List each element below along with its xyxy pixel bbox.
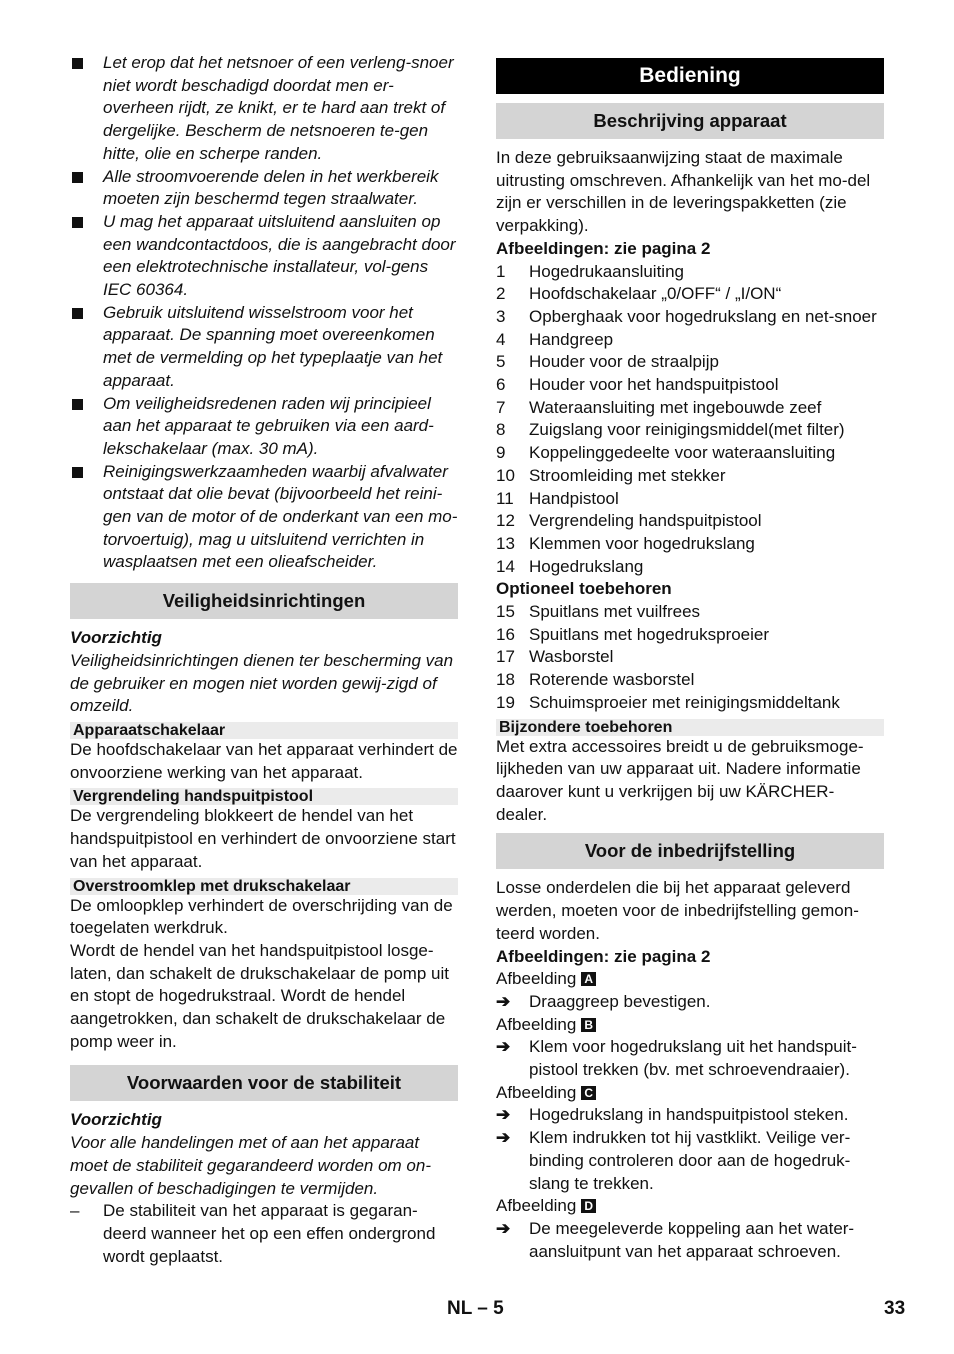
figure-letter-badge: A (581, 972, 596, 986)
item-number: 10 (496, 465, 515, 485)
square-bullet-icon (72, 467, 83, 478)
figure-letter-badge: D (581, 1199, 596, 1213)
item-number: 19 (496, 692, 515, 712)
item-text: Hogedrukaansluiting (529, 261, 684, 281)
caution-label: Voorzichtig (70, 1110, 162, 1130)
section-heading-stabiliteit: Voorwaarden voor de stabiliteit (70, 1065, 458, 1101)
numbered-item (496, 465, 884, 488)
bullet-text: Gebruik uitsluitend wisselstroom voor het apparaat. De spanning moet overeenkomen met de vermelding op het typeplaatje van het apparaat. (103, 302, 443, 390)
numbered-item (496, 442, 884, 465)
numbered-item (496, 374, 884, 397)
item-text: Wateraansluiting met ingebouwde zeef (529, 397, 822, 417)
section-heading-veiligheidsinrichtingen: Veiligheidsinrichtingen (70, 583, 458, 619)
arrow-icon: ➔ (496, 1105, 511, 1125)
item-number: 13 (496, 533, 515, 553)
item-text: Handgreep (529, 329, 614, 349)
item-text: Spuitlans met vuilfrees (529, 602, 701, 622)
bullet-item (70, 166, 458, 211)
item-number: 8 (496, 420, 506, 440)
paragraph: De omloopklep verhindert de overschrijding van de toegelaten werkdruk. (70, 895, 453, 938)
item-number: 4 (496, 329, 506, 349)
step-item: ➔ Draaggreep bevestigen. (496, 991, 884, 1014)
dash-list-item (70, 1200, 458, 1268)
numbered-item (496, 351, 884, 374)
numbered-item (496, 397, 884, 420)
paragraph: De vergrendeling blokkeert de hendel van het handspuitpistool en verhindert de onvoorziene start van het apparaat. (70, 806, 456, 871)
numbered-item (496, 419, 884, 442)
numbered-item (496, 329, 884, 352)
numbered-item (496, 624, 884, 647)
numbered-item (496, 261, 884, 284)
square-bullet-icon (72, 308, 83, 319)
figures-label: Afbeeldingen: zie pagina 2 (496, 946, 711, 966)
figure-ref-b: Afbeelding B (496, 1014, 884, 1037)
section-heading-beschrijving: Beschrijving apparaat (496, 103, 884, 139)
figure-ref-d: Afbeelding D (496, 1195, 884, 1218)
bullet-text: U mag het apparaat uitsluitend aansluiten op een wandcontactdoos, die is aangebracht door een elektrotechnische installateur, vol-gens IEC 60364. (103, 211, 456, 300)
footer-section-label: NL – 5 (447, 1298, 504, 1319)
square-bullet-icon (72, 172, 83, 183)
section-heading-inbedrijfstelling: Voor de inbedrijfstelling (496, 833, 884, 869)
bullet-item (70, 393, 458, 461)
numbered-item (496, 556, 884, 579)
bullet-item (70, 461, 458, 575)
item-text: Handpistool (529, 488, 619, 508)
paragraph: De hoofdschakelaar van het apparaat verhindert de onvoorziene werking van het apparaat. (70, 739, 458, 782)
figure-ref-c: Afbeelding C (496, 1082, 884, 1105)
item-text: Vergrendeling handspuitpistool (529, 511, 762, 531)
numbered-item (496, 283, 884, 306)
square-bullet-icon (72, 58, 83, 69)
item-text: Houder voor de straalpijp (529, 352, 719, 372)
figure-letter-badge: C (581, 1086, 596, 1100)
numbered-item (496, 669, 884, 692)
arrow-icon: ➔ (496, 991, 511, 1011)
numbered-item (496, 533, 884, 556)
main-heading-bediening: Bediening (496, 58, 884, 94)
paragraph: In deze gebruiksaanwijzing staat de maximale uitrusting omschreven. Afhankelijk van het mo-del zijn er verschillen in de leveringspakketten (zie verpakking). (496, 148, 871, 236)
safety-bullet-list (70, 52, 458, 574)
right-column (496, 52, 884, 1263)
item-number: 14 (496, 556, 515, 576)
numbered-item (496, 646, 884, 669)
item-text: Koppelinggedeelte voor wateraansluiting (529, 443, 836, 463)
paragraph: Met extra accessoires breidt u de gebruiksmoge-lijkheden van uw apparaat uit. Nadere informatie daarover kunt u verkrijgen bij uw KÄRCHER-dealer. (496, 736, 864, 824)
left-column (70, 52, 458, 1268)
numbered-item (496, 601, 884, 624)
numbered-item (496, 510, 884, 533)
optional-label: Optioneel toebehoren (496, 579, 672, 599)
item-text: Spuitlans met hogedruksproeier (529, 624, 770, 644)
dash-item-text: De stabiliteit van het apparaat is gegaran-deerd wanneer het op een effen ondergrond wordt geplaatst. (103, 1201, 436, 1266)
item-number: 9 (496, 443, 506, 463)
paragraph: Wordt de hendel van het handspuitpistool losge-laten, dan schakelt de drukschakelaar de pomp uit en stopt de hogedrukstraal. Wordt de hendel aangetrokken, dan schakelt de drukschakelaar de pomp weer in. (70, 940, 449, 1051)
step-item: ➔ De meegeleverde koppeling aan het water-aansluitpunt van het apparaat schroeven. (496, 1218, 855, 1261)
subheading-overstroomklep: Overstroomklep met drukschakelaar (70, 878, 458, 895)
item-text: Hoofdschakelaar „0/OFF“ / „I/ON“ (529, 284, 782, 304)
item-number: 2 (496, 284, 506, 304)
page-number: 33 (884, 1298, 906, 1319)
bullet-item (70, 211, 458, 302)
item-text: Wasborstel (529, 647, 614, 667)
parts-list (496, 261, 884, 579)
item-number: 18 (496, 670, 515, 690)
numbered-item (496, 488, 884, 511)
bullet-text: Om veiligheidsredenen raden wij principieel aan het apparaat te gebruiken via een aard-lekschakelaar (max. 30 mA). (103, 393, 434, 458)
optional-parts-list (496, 601, 884, 715)
bullet-item (70, 302, 458, 393)
item-text: Klemmen voor hogedrukslang (529, 533, 755, 553)
bullet-item (70, 52, 458, 166)
square-bullet-icon (72, 217, 83, 228)
paragraph: Losse onderdelen die bij het apparaat geleverd werden, moeten voor de inbedrijfstelling gemon-teerd worden. (496, 878, 859, 943)
item-text: Stroomleiding met stekker (529, 465, 726, 485)
item-number: 15 (496, 602, 515, 622)
item-number: 12 (496, 511, 515, 531)
item-number: 3 (496, 306, 506, 326)
arrow-icon: ➔ (496, 1218, 511, 1238)
bullet-text: Reinigingswerkzaamheden waarbij afvalwater ontstaat dat olie bevat (bijvoorbeeld het reini-gen van de motor of de onderkant van een mo-torvoertuig), mag u uitsluitend verrichten in wasplaatsen met een olieafscheider. (103, 461, 458, 572)
item-text: Zuigslang voor reinigingsmiddel(met filter) (529, 420, 845, 440)
caution-text: Veiligheidsinrichtingen dienen ter bescherming van de gebruiker en mogen niet worden gewij-zigd of omzeild. (70, 650, 454, 716)
square-bullet-icon (72, 399, 83, 410)
item-number: 1 (496, 261, 506, 281)
item-number: 5 (496, 352, 506, 372)
item-number: 16 (496, 624, 515, 644)
arrow-icon: ➔ (496, 1128, 511, 1148)
item-text: Schuimsproeier met reinigingsmiddeltank (529, 692, 840, 712)
item-number: 17 (496, 647, 515, 667)
caution-label: Voorzichtig (70, 628, 162, 648)
step-item: ➔ Klem voor hogedrukslang uit het handspuit-pistool trekken (bv. met schroevendraaier). (496, 1037, 857, 1080)
item-number: 11 (496, 488, 514, 508)
item-text: Houder voor het handspuitpistool (529, 375, 779, 395)
subheading-apparaatschakelaar: Apparaatschakelaar (70, 722, 458, 739)
figure-letter-badge: B (581, 1018, 596, 1032)
item-text: Hogedrukslang (529, 556, 644, 576)
subheading-vergrendeling: Vergrendeling handspuitpistool (70, 788, 458, 805)
step-item: ➔ Klem indrukken tot hij vastklikt. Veilige ver-binding controleren door aan de hogedruk-slang te trekken. (496, 1128, 851, 1193)
bullet-text: Alle stroomvoerende delen in het werkbereik moeten zijn beschermd tegen straalwater. (103, 166, 439, 209)
item-text: Roterende wasborstel (529, 670, 695, 690)
item-text: Opberghaak voor hogedrukslang en net-snoer (529, 306, 877, 326)
numbered-item (496, 306, 884, 329)
dash-marker: – (70, 1201, 80, 1221)
step-item: ➔ Hogedrukslang in handspuitpistool steken. (496, 1104, 884, 1127)
figures-label: Afbeeldingen: zie pagina 2 (496, 238, 711, 258)
figure-ref-a: Afbeelding A (496, 968, 884, 991)
item-number: 7 (496, 397, 506, 417)
caution-text: Voor alle handelingen met of aan het apparaat moet de stabiliteit gegarandeerd worden om on-gevallen of beschadigingen te vermijden. (70, 1133, 431, 1198)
item-number: 6 (496, 375, 506, 395)
arrow-icon: ➔ (496, 1037, 511, 1057)
subheading-bijzondere-toebehoren: Bijzondere toebehoren (496, 719, 884, 736)
numbered-item (496, 692, 884, 715)
bullet-text: Let erop dat het netsnoer of een verleng-snoer niet wordt beschadigd doordat men er-overheen rijdt, ze knikt, er te hard aan trekt of dergelijke. Bescherm de netsnoeren te-gen hitte, olie en scherpe randen. (103, 53, 454, 163)
